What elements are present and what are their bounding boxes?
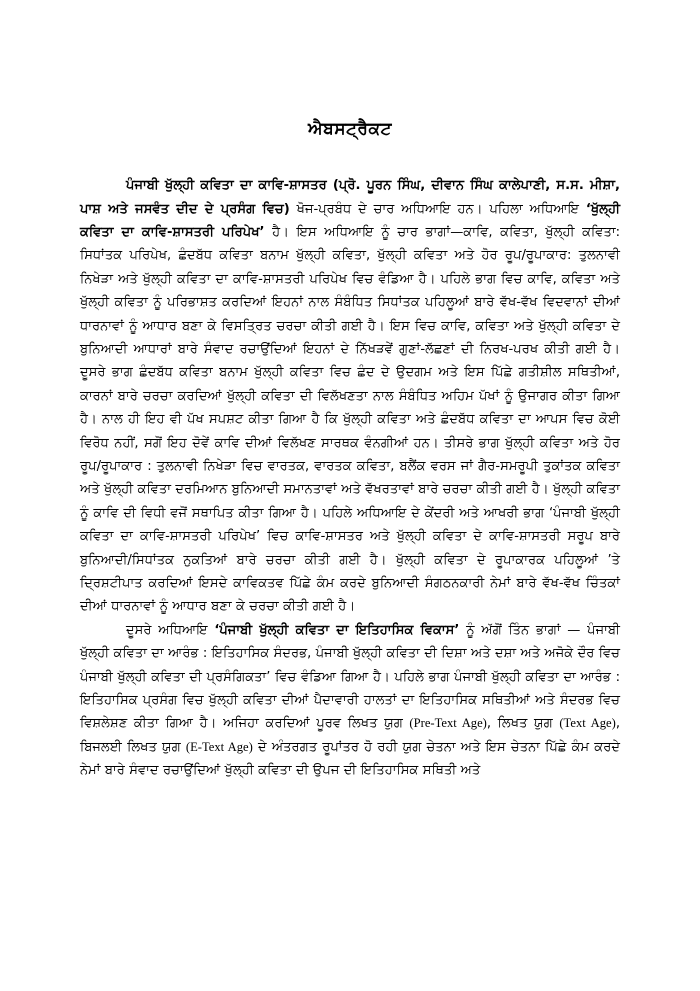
text-run: ਨੂੰ ਅੱਗੋਂ ਤਿੰਨ ਭਾਗਾਂ — ਪੰਜਾਬੀ ਖੁੱਲ੍ਹੀ ਕਵਿਤਾ ਦਾ ਆਰੰਭ : ਇਤਿਹਾਸਿਕ ਸੰਦਰਭ, ਪੰਜਾਬੀ ਖੁੱਲ੍ਹੀ ਕਵਿਤਾ ਦੀ ਦਿਸ਼ਾ ਅਤੇ ਦਸ਼ਾ ਅਤੇ ਅਜੋਕੇ ਦੌਰ ਵਿਚ ਪੰਜਾਬੀ ਖੁੱਲ੍ਹੀ ਕਵਿਤਾ ਦੀ ਪ੍ਰਸੰਗਿਕਤਾ’ ਵਿਚ ਵੰਡਿਆ ਗਿਆ ਹੈ। ਪਹਿਲੇ ਭਾਗ ਪੰਜਾਬੀ ਖੁੱਲ੍ਹੀ ਕਵਿਤਾ ਦਾ ਆਰੰਭ : ਇਤਿਹਾਸਿਕ ਪ੍ਰਸੰਗ ਵਿਚ ਖੁੱਲ੍ਹੀ ਕਵਿਤਾ ਦੀਆਂ ਪੈਦਾਵਾਰੀ ਹਾਲਤਾਂ ਦਾ ਇਤਿਹਾਸਿਕ ਸਥਿਤੀਆਂ ਅਤੇ ਸੰਦਰਭ ਵਿਚ ਵਿਸ਼ਲੇਸ਼ਣ ਕੀਤਾ ਗਿਆ ਹੈ। ਅਜਿਹਾ ਕਰਦਿਆਂ ਪੂਰਵ ਲਿਖਤ ਯੁਗ bbox=[80, 622, 621, 732]
latin-term-run: (Pre-Text Age) bbox=[409, 716, 487, 731]
paragraph-2 bbox=[80, 619, 620, 783]
latin-term-run: (Text Age) bbox=[559, 716, 616, 731]
emphasis-run: ‘ਪੰਜਾਬੀ ਖੁੱਲ੍ਹੀ ਕਵਿਤਾ ਦਾ ਇਤਿਹਾਸਿਕ ਵਿਕਾਸ’ bbox=[214, 622, 460, 638]
abstract-body bbox=[80, 174, 620, 783]
text-run: ਦੂਸਰੇ ਅਧਿਆਇ bbox=[126, 622, 215, 638]
page-title: ਐਬਸਟ੍ਰੈਕਟ bbox=[308, 119, 392, 139]
text-run: ਖੋਜ-ਪ੍ਰਬੰਧ ਦੇ ਚਾਰ ਅਧਿਆਇ ਹਨ। ਪਹਿਲਾ ਅਧਿਆਇ bbox=[289, 201, 586, 217]
text-run: ‘ਪੰਜਾਬੀ ਖੁੱਲ੍ਹੀ ਕਵਿਤਾ ਦਾ ਕਾਵਿ-ਸ਼ਾਸਤਰੀ ਪਰਿਪੇਖ’ bbox=[80, 505, 620, 545]
emphasis-run: ਪੰਜਾਬੀ ਖੁੱਲ੍ਹੀ ਕਵਿਤਾ ਦਾ ਕਾਵਿ-ਸ਼ਾਸਤਰ (ਪ੍ਰੋ. ਪੂਰਨ ਸਿੰਘ, ਦੀਵਾਨ ਸਿੰਘ ਕਾਲੇਪਾਣੀ, ਸ.ਸ. ਮੀਸ਼ਾ, ਪਾਸ਼ ਅਤੇ ਜਸਵੰਤ ਦੀਦ ਦੇ ਪ੍ਰਸੰਗ ਵਿਚ) bbox=[80, 178, 620, 217]
text-run: ਹੈ। ਇਸ ਅਧਿਆਇ ਨੂੰ ਚਾਰ ਭਾਗਾਂ—ਕਾਵਿ, ਕਵਿਤਾ, ਖੁੱਲ੍ਹੀ ਕਵਿਤਾ: ਸਿਧਾਂਤਕ ਪਰਿਪੇਖ, ਛੰਦਬੱਧ ਕਵਿਤਾ ਬਨਾਮ ਖੁੱਲ੍ਹੀ ਕਵਿਤਾ, ਖੁੱਲ੍ਹੀ ਕਵਿਤਾ ਅਤੇ ਹੋਰ ਰੂਪ/ਰੂਪਾਕਾਰ: ਤੁਲਨਾਵੀ ਨਿਖੇੜਾ ਅਤੇ ਖੁੱਲ੍ਹੀ ਕਵਿਤਾ ਦਾ ਕਾਵਿ-ਸ਼ਾਸਤਰੀ ਪਰਿਪੇਖ ਵਿਚ ਵੰਡਿਆ ਹੈ। ਪਹਿਲੇ ਭਾਗ ਵਿਚ ਕਾਵਿ, ਕਵਿਤਾ ਅਤੇ ਖੁੱਲ੍ਹੀ ਕਵਿਤਾ ਨੂੰ ਪਰਿਭਾਸ਼ਤ ਕਰਦਿਆਂ ਇਹਨਾਂ ਨਾਲ ਸੰਬੰਧਿਤ ਸਿਧਾਂਤਕ ਪਹਿਲੂਆਂ ਬਾਰੇ ਵੱਖ-ਵੱਖ ਵਿਦਵਾਨਾਂ ਦੀਆਂ ਧਾਰਨਾਵਾਂ ਨੂੰ ਆਧਾਰ ਬਣਾ ਕੇ ਵਿਸਤ੍ਰਿਤ ਚਰਚਾ ਕੀਤੀ ਗਈ ਹੈ। ਇਸ ਵਿਚ ਕਾਵਿ, ਕਵਿਤਾ ਅਤੇ ਖੁੱਲ੍ਹੀ ਕਵਿਤਾ ਦੇ ਬੁਨਿਆਦੀ ਆਧਾਰਾਂ ਬਾਰੇ ਸੰਵਾਦ ਰਚਾਉਂਦਿਆਂ ਇਹਨਾਂ ਦੇ ਨਿੱਖੜਵੇਂ ਗੁਣਾਂ-ਲੱਛਣਾਂ ਦੀ ਨਿਰਖ-ਪਰਖ ਕੀਤੀ ਗਈ ਹੈ। ਦੂਸਰੇ ਭਾਗ ਛੰਦਬੱਧ ਕਵਿਤਾ ਬਨਾਮ ਖੁੱਲ੍ਹੀ ਕਵਿਤਾ ਵਿਚ ਛੰਦ ਦੇ ਉਦਗਮ ਅਤੇ ਇਸ ਪਿੱਛੇ ਗਤੀਸ਼ੀਲ ਸਥਿਤੀਆਂ, ਕਾਰਨਾਂ ਬਾਰੇ ਚਰਚਾ ਕਰਦਿਆਂ ਖੁੱਲ੍ਹੀ ਕਵਿਤਾ ਦੀ ਵਿਲੱਖਣਤਾ ਨਾਲ ਸੰਬੰਧਿਤ ਅਹਿਮ ਪੱਖਾਂ ਨੂੰ ਉਜਾਗਰ ਕੀਤਾ ਗਿਆ ਹੈ। ਨਾਲ ਹੀ ਇਹ ਵੀ ਪੱਖ ਸਪਸ਼ਟ ਕੀਤਾ ਗਿਆ ਹੈ ਕਿ ਖੁੱਲ੍ਹੀ ਕਵਿਤਾ ਅਤੇ ਛੰਦਬੱਧ ਕਵਿਤਾ ਦਾ ਆਪਸ ਵਿਚ ਕੋਈ ਵਿਰੋਧ ਨਹੀਂ, ਸਗੋਂ ਇਹ ਦੋਵੇਂ ਕਾਵਿ ਦੀਆਂ ਵਿਲੱਖਣ ਸਾਰਥਕ ਵੰਨਗੀਆਂ ਹਨ। ਤੀਸਰੇ ਭਾਗ ਖੁੱਲ੍ਹੀ ਕਵਿਤਾ ਅਤੇ ਹੋਰ ਰੂਪ/ਰੂਪਾਕਾਰ : ਤੁਲਨਾਵੀ ਨਿਖੇੜਾ ਵਿਚ ਵਾਰਤਕ, ਵਾਰਤਕ ਕਵਿਤਾ, ਬਲੈਂਕ ਵਰਸ ਜਾਂ ਗੈਰ-ਸਮਰੂਪੀ ਤੁਕਾਂਤਕ ਕਵਿਤਾ ਅਤੇ ਖੁੱਲ੍ਹੀ ਕਵਿਤਾ ਦਰਮਿਆਨ ਬੁਨਿਆਦੀ ਸਮਾਨਤਾਵਾਂ ਅਤੇ ਵੱਖਰਤਾਵਾਂ ਬਾਰੇ ਚਰਚਾ ਕੀਤੀ ਗਈ ਹੈ। ਖੁੱਲ੍ਹੀ ਕਵਿਤਾ ਨੂੰ ਕਾਵਿ ਦੀ ਵਿਧੀ ਵਜੋਂ ਸਥਾਪਿਤ ਕੀਤਾ ਗਿਆ ਹੈ। ਪਹਿਲੇ ਅਧਿਆਇ ਦੇ ਕੇਂਦਰੀ ਅਤੇ ਆਖਰੀ ਭਾਗ bbox=[80, 224, 620, 521]
emphasis-run: ‘ਖੁੱਲ੍ਹੀ ਕਵਿਤਾ ਦਾ ਕਾਵਿ-ਸ਼ਾਸਤਰੀ ਪਰਿਪੇਖ’ bbox=[80, 201, 621, 240]
text-run: , ਲਿਖਤ ਯੁਗ bbox=[486, 716, 560, 732]
paragraph-1 bbox=[80, 174, 620, 619]
text-run: ਦੇ ਅੰਤਰਗਤ ਰੂਪਾਂਤਰ ਹੋ ਰਹੀ ਯੁਗ ਚੇਤਨਾ ਅਤੇ ਇਸ ਚੇਤਨਾ ਪਿੱਛੇ ਕੰਮ ਕਰਦੇ ਨੇਮਾਂ ਬਾਰੇ ਸੰਵਾਦ ਰਚਾਉਂਦਿਆਂ ਖੁੱਲ੍ਹੀ ਕਵਿਤਾ ਦੀ ਉਪਜ ਦੀ ਇਤਿਹਾਸਿਕ ਸਥਿਤੀ ਅਤੇ bbox=[80, 739, 621, 779]
text-run: , ਬਿਜਲਈ ਲਿਖਤ ਯੁਗ bbox=[80, 716, 620, 755]
latin-term-run: (E-Text Age) bbox=[185, 739, 253, 754]
text-run: ਵਿਚ ਕਾਵਿ-ਸ਼ਾਸਤਰ ਅਤੇ ਖੁੱਲ੍ਹੀ ਕਵਿਤਾ ਦੇ ਕਾਵਿ-ਸ਼ਾਸਤਰੀ ਸਰੂਪ ਬਾਰੇ ਬੁਨਿਆਦੀ/ਸਿਧਾਂਤਕ ਨੁਕਤਿਆਂ ਬਾਰੇ ਚਰਚਾ ਕੀਤੀ ਗਈ ਹੈ। ਖੁੱਲ੍ਹੀ ਕਵਿਤਾ ਦੇ ਰੂਪਾਕਾਰਕ ਪਹਿਲੂਆਂ ’ਤੇ ਦ੍ਰਿਸ਼ਟੀਪਾਤ ਕਰਦਿਆਂ ਇਸਦੇ ਕਾਵਿਕਤਵ ਪਿੱਛੇ ਕੰਮ ਕਰਦੇ ਬੁਨਿਆਦੀ ਸੰਗਠਨਕਾਰੀ ਨੇਮਾਂ ਬਾਰੇ ਵੱਖ-ਵੱਖ ਚਿੰਤਕਾਂ ਦੀਆਂ ਧਾਰਨਾਵਾਂ ਨੂੰ ਆਧਾਰ ਬਣਾ ਕੇ ਚਰਚਾ ਕੀਤੀ ਗਈ ਹੈ। bbox=[80, 529, 620, 615]
